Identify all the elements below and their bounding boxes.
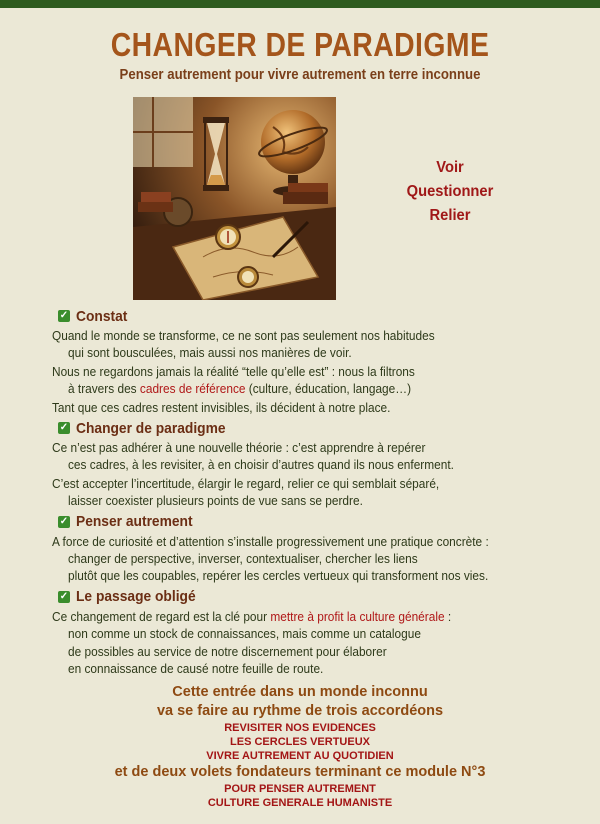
- paragraph: Tant que ces cadres restent invisibles, ils décident à notre place.: [52, 399, 391, 415]
- footer-intro-line: va se faire au rythme de trois accordéons: [156, 703, 444, 719]
- verb-questionner: Questionner: [406, 183, 494, 200]
- paragraph: Ce n’est pas adhérer à une nouvelle théorie : c’est apprendre à repérer ces cadres, à les revisiter, à en choisir d’autres quand ils nous enferment.: [52, 440, 454, 473]
- footer-intro-line: Cette entrée dans un monde inconnu: [172, 684, 428, 700]
- page-title: CHANGER DE PARADIGME: [110, 26, 490, 63]
- accordion-title: VIVRE AUTREMENT AU QUOTIDIEN: [206, 750, 394, 762]
- checkbox-icon: ✓: [59, 310, 69, 321]
- paragraph: C’est accepter l’incertitude, élargir le regard, relier ce qui semblait séparé, laisser coexister plusieurs points de vue sans se perdre.: [52, 475, 440, 509]
- module-footer: [0, 683, 600, 810]
- accordion-title: LES CERCLES VERTUEUX: [230, 736, 370, 748]
- explorer-desk-image: [133, 97, 336, 300]
- accordion-title: REVISITER NOS EVIDENCES: [224, 722, 376, 734]
- paragraph: Nous ne regardons jamais la réalité “telle qu’elle est” : nous la filtrons à travers des cadres de référence (culture, éducation, langage…): [52, 363, 415, 397]
- top-accent-bar: [0, 0, 600, 8]
- main-content: [52, 305, 592, 679]
- paragraph: A force de curiosité et d’attention s’installe progressivement une pratique concrète : changer de perspective, inverser, contextualiser, chercher les liens plutôt que les coupables, repérer les cercles vertueux qui transforment nos vies.: [52, 533, 489, 584]
- verb-relier: Relier: [429, 207, 471, 224]
- highlight-culture-generale: mettre à profit la culture générale: [270, 608, 445, 624]
- checkbox-icon: ✓: [59, 590, 69, 602]
- section-heading-penser-autrement: ✓ Penser autrement: [59, 513, 193, 531]
- checkbox-icon: ✓: [59, 515, 69, 527]
- paragraph: Ce changement de regard est la clé pour mettre à profit la culture générale : non comme un stock de connaissances, mais comme un catalogue de possibles au service de notre discernement pour élaborer en connaissance de causé notre feuille de route.: [52, 608, 452, 677]
- page-header: [0, 26, 600, 83]
- volet-title: CULTURE GENERALE HUMANISTE: [207, 797, 393, 809]
- paragraph: Quand le monde se transforme, ce ne sont pas seulement nos habitudes qui sont bousculées, mais aussi nos manières de voir.: [52, 328, 435, 361]
- page-subtitle: Penser autrement pour vivre autrement en terre inconnue: [119, 66, 481, 83]
- footer-volets-line: et de deux volets fondateurs terminant ce module N°3: [114, 764, 486, 780]
- highlight-cadres-de-reference: cadres de référence: [139, 381, 246, 397]
- verb-voir: Voir: [436, 159, 464, 176]
- section-heading-changer-de-paradigme: ✓ Changer de paradigme: [59, 419, 226, 437]
- hero-illustration: [133, 97, 336, 300]
- checkbox-icon: ✓: [59, 422, 69, 434]
- key-verbs: [370, 156, 530, 228]
- section-heading-constat: ✓ Constat: [59, 307, 128, 325]
- section-heading-le-passage-oblige: ✓ Le passage obligé: [59, 588, 196, 606]
- volet-title: POUR PENSER AUTREMENT: [224, 783, 376, 795]
